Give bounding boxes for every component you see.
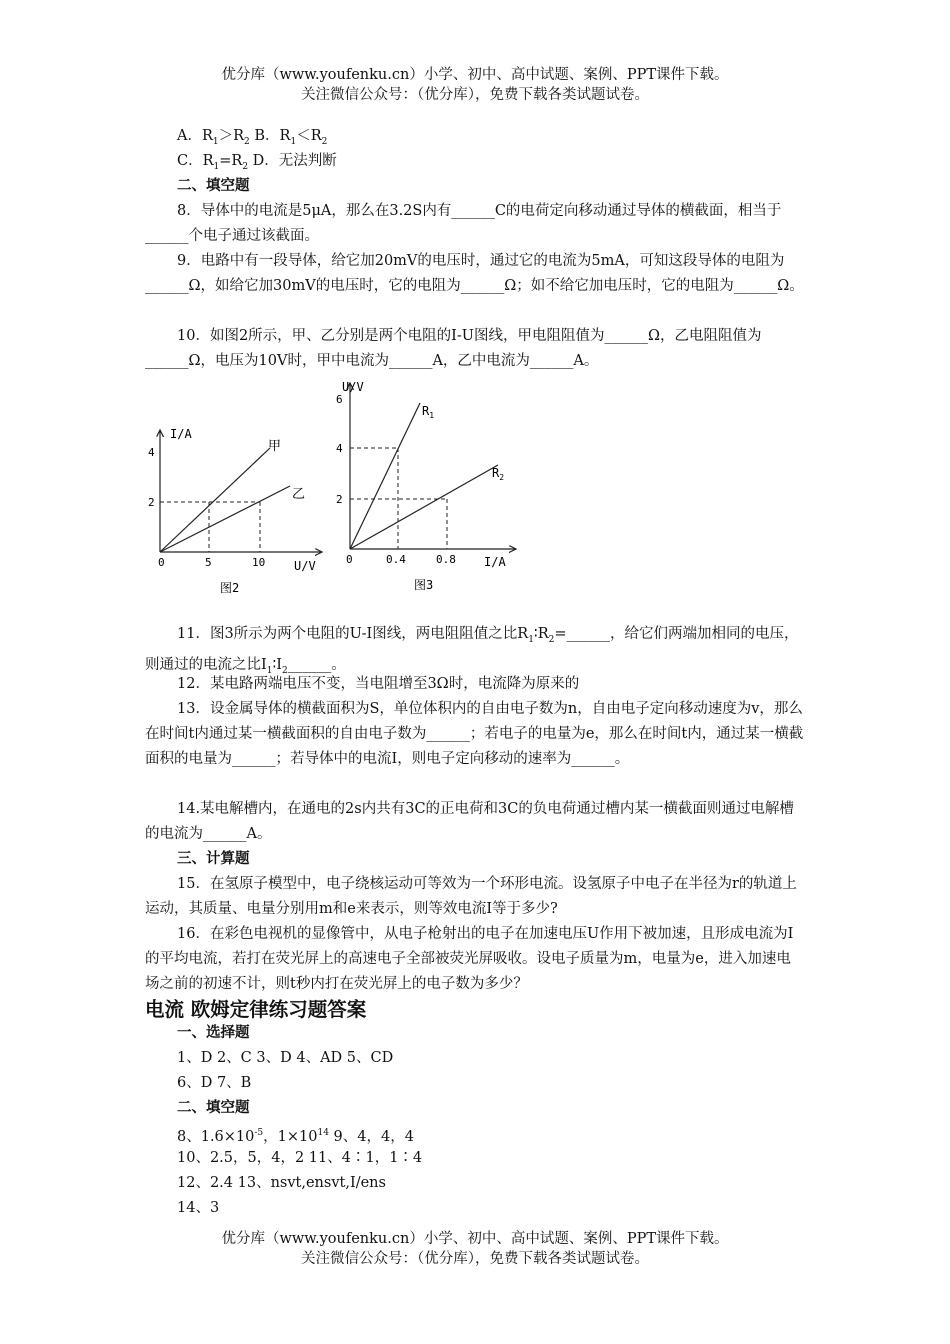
- question-14: 14.某电解槽内，在通电的2s内共有3C的正电荷和3C的负电荷通过槽内某一横截面则通过电解槽的电流为______A。: [145, 801, 794, 842]
- fig2-label-jia: 甲: [268, 439, 282, 454]
- figure-2-chart: [140, 420, 330, 605]
- header-line-1: 优分库（www.youfenku.cn）小学、初中、高中试题、案例、PPT课件下载。: [221, 67, 729, 83]
- answers-line-6: 14、3: [177, 1200, 220, 1216]
- fig3-label-r2: $R_2$: [492, 466, 505, 482]
- answers-title: 电流 欧姆定律练习题答案: [145, 998, 367, 1021]
- answers-line-4: 10、2.5，5，4，2 11、4∶1，1∶4: [177, 1150, 423, 1166]
- question-16: 16．在彩色电视机的显像管中，从电子枪射出的电子在加速电压U作用下被加速，且形成电流为I的平均电流，若打在荧光屏上的高速电子全部被荧光屏吸收。设电子质量为m，电量为e，进入加速电场之前的初速不计，则t秒内打在荧光屏上的电子数为多少？: [145, 926, 794, 992]
- section-calculation: 三、计算题: [177, 851, 250, 867]
- fig3-line-r2: [350, 465, 498, 549]
- fig2-ylabel: I/A: [170, 427, 192, 441]
- fig2-caption: 图2: [220, 581, 240, 595]
- question-8: 8．导体中的电流是5μA，那么在3.2S内有______C的电荷定向移动通过导体的横截面，相当于______个电子通过该截面。: [145, 203, 782, 244]
- fig3-caption: 图3: [414, 578, 434, 592]
- fig2-label-yi: 乙: [292, 487, 306, 502]
- footer-line-2: 关注微信公众号：（优分库），免费下载各类试题试卷。: [301, 1251, 649, 1267]
- question-11: 11．图3所示为两个电阻的U-I图线，两电阻阻值之比$R_1∶R_2=\_\_\_\_\_\_$，给它们两端加相同的电压，则通过的电流之比$I_1∶I_2\_\_\_\_\_\_$。: [145, 626, 799, 676]
- footer-line-1: 优分库（www.youfenku.cn）小学、初中、高中试题、案例、PPT课件下载。: [221, 1231, 729, 1247]
- fig2-xtick-5: 5: [205, 556, 212, 569]
- fig3-ytick-4: 4: [336, 442, 343, 455]
- question-13: 13．设金属导体的横截面积为S，单位体积内的自由电子数为n，自由电子定向移动速度为v，那么在时间t内通过某一横截面积的自由电子数为______；若电子的电量为e，那么在时间t内，通过某一横截面积的电量为______；若导体中的电流I，则电子定向移动的速率为______。: [145, 701, 804, 767]
- fig3-line-r1: [350, 403, 420, 549]
- fig2-xlabel: U/V: [294, 559, 316, 573]
- q7-options-ab: A．$R_1>R_2$ B．$R_1<R_2$: [177, 128, 328, 147]
- answers-section-fill: 二、填空题: [177, 1100, 250, 1116]
- fig3-ytick-6: 6: [336, 393, 343, 406]
- q7-options-cd: C．$R_1=R_2$ D．无法判断: [177, 153, 337, 172]
- section-fill-blank: 二、填空题: [177, 178, 250, 194]
- fig3-xtick-08: 0.8: [436, 553, 456, 566]
- fig3-origin: 0: [346, 553, 353, 566]
- answers-line-1: 1、D 2、C 3、D 4、AD 5、CD: [177, 1050, 394, 1066]
- answers-section-choice: 一、选择题: [177, 1025, 250, 1041]
- fig2-xtick-10: 10: [252, 556, 266, 569]
- fig2-line-yi: [160, 486, 290, 552]
- fig3-xlabel: I/A: [484, 555, 506, 569]
- fig2-line-jia: [160, 448, 270, 552]
- fig3-ytick-2: 2: [336, 493, 343, 506]
- fig2-ytick-2: 2: [148, 496, 155, 509]
- fig3-label-r1: $R_1$: [422, 404, 435, 420]
- fig3-ylabel: U/V: [342, 380, 364, 394]
- answers-line-3: 8、$1.6\times 10^{-5}$，$1\times 10^{14}$ 9、4，4，4: [177, 1128, 414, 1145]
- question-12: 12．某电路两端电压不变，当电阻增至3Ω时，电流降为原来的: [177, 676, 580, 692]
- fig2-ytick-4: 4: [148, 446, 155, 459]
- header-line-2: 关注微信公众号：（优分库），免费下载各类试题试卷。: [301, 87, 649, 103]
- answers-line-5: 12、2.4 13、nsvt,ensvt,I/ens: [177, 1175, 386, 1191]
- figure-3-chart: [330, 375, 530, 600]
- question-10: 10．如图2所示，甲、乙分别是两个电阻的I-U图线，甲电阻阻值为______Ω，乙电阻阻值为______Ω，电压为10V时，甲中电流为______A，乙中电流为______A。: [145, 328, 762, 369]
- question-15: 15．在氢原子模型中，电子绕核运动可等效为一个环形电流。设氢原子中电子在半径为r的轨道上运动，其质量、电量分别用m和e来表示，则等效电流I等于多少?: [145, 876, 797, 917]
- fig2-origin: 0: [158, 556, 165, 569]
- fig3-xtick-04: 0.4: [386, 553, 406, 566]
- question-9: 9．电路中有一段导体，给它加20mV的电压时，通过它的电流为5mA，可知这段导体的电阻为______Ω，如给它加30mV的电压时，它的电阻为______Ω；如不给它加电压时，它的电阻为______Ω。: [145, 253, 804, 294]
- answers-line-2: 6、D 7、B: [177, 1075, 252, 1091]
